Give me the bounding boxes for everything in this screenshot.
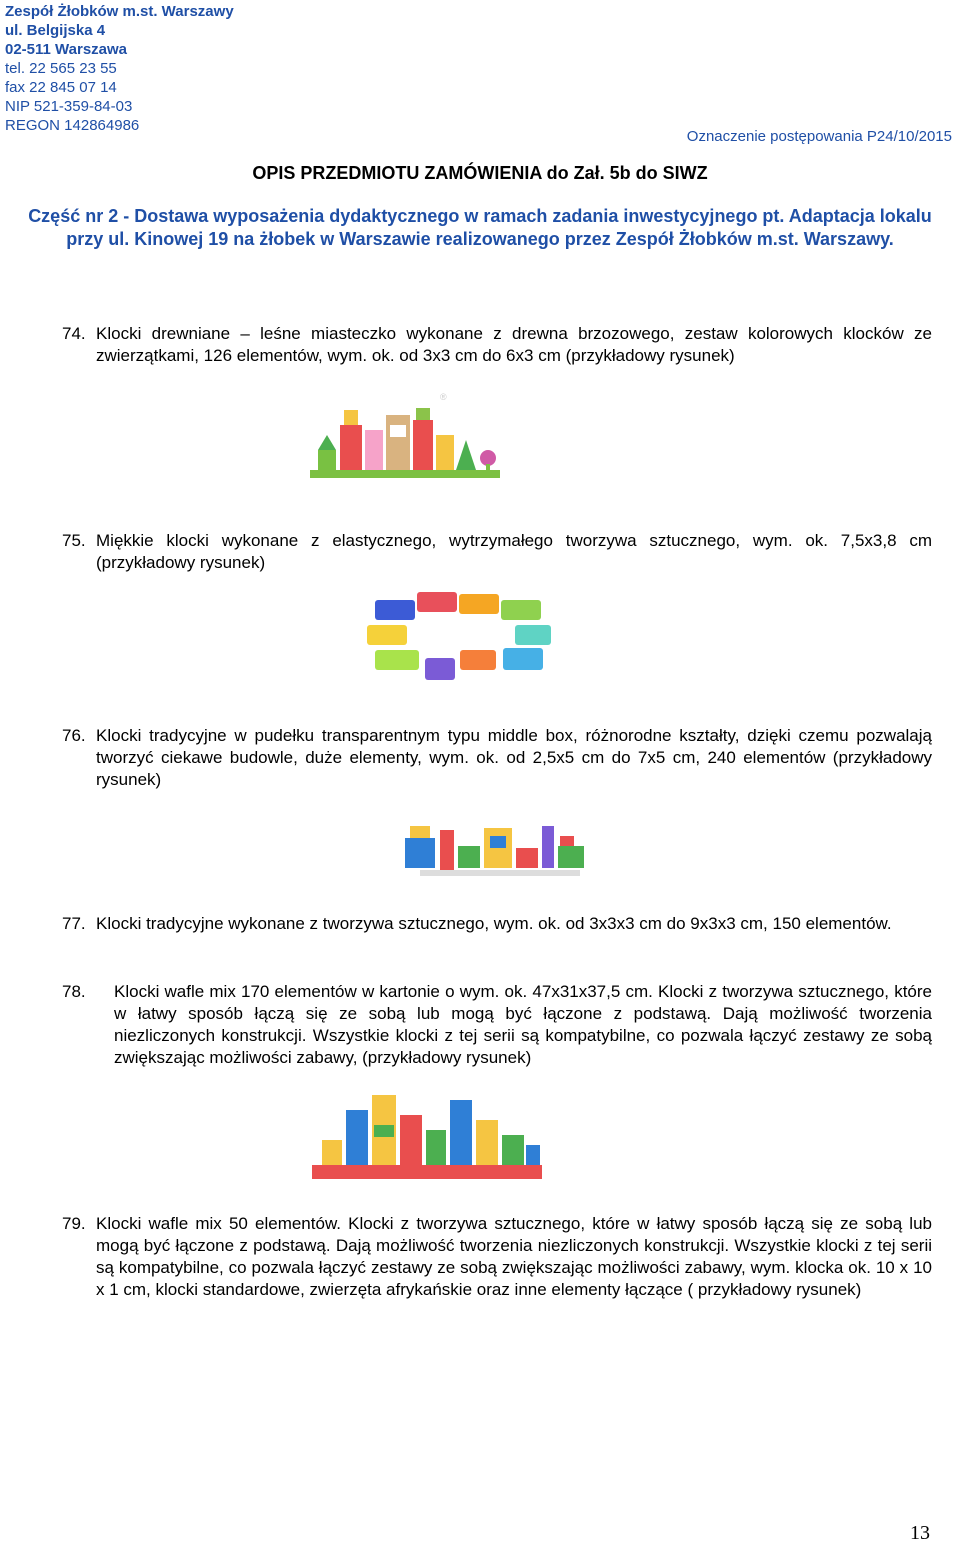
item-76 — [62, 725, 932, 791]
organization-header — [5, 2, 234, 135]
procedure-reference: Oznaczenie postępowania P24/10/2015 — [686, 128, 952, 145]
item-number: 77. — [62, 914, 86, 933]
org-street: ul. Belgijska 4 — [5, 22, 106, 39]
item-text: Klocki tradycyjne wykonane z tworzywa sztucznego, wym. ok. od 3x3x3 cm do 9x3x3 cm, 150 elementów. — [96, 914, 892, 933]
wooden-town-blocks-image — [310, 380, 500, 492]
soft-blocks-image — [365, 580, 555, 690]
item-77 — [62, 913, 932, 935]
document-subtitle: Część nr 2 - Dostawa wyposażenia dydaktycznego w ramach zadania inwestycyjnego pt. Adaptacja lokalu przy ul. Kinowej 19 na żłobek w Warszawie realizowanego przez Zespół Żłobków m.st. Warszawy. — [28, 206, 932, 249]
org-regon: REGON 142864986 — [5, 117, 140, 134]
org-name: Zespół Żłobków m.st. Warszawy — [5, 3, 234, 20]
item-text: Klocki wafle mix 170 elementów w kartonie o wym. ok. 47x31x37,5 cm. Klocki z tworzywa sztucznego, które w łatwy sposób łączą się ze sobą lub mogą być łączone z podstawą. Dają możliwość tworzenia niezliczonych konstrukcji. Wszystkie klocki z tej serii są kompatybilne, co pozwala łączyć zestawy ze sobą zwiększając możliwości zabawy, (przykładowy rysunek) — [114, 982, 932, 1067]
item-text: Klocki tradycyjne w pudełku transparentnym typu middle box, różnorodne kształty, dzięki czemu pozwalają tworzyć ciekawe budowle, duże elementy, wym. ok. od 2,5x5 cm do 7x5 cm, 240 elementów (przykładowy rysunek) — [96, 726, 932, 789]
svg-text:®: ® — [440, 392, 447, 402]
item-74 — [62, 323, 932, 367]
org-fax: fax 22 845 07 14 — [5, 79, 117, 96]
document-title: OPIS PRZEDMIOTU ZAMÓWIENIA do Zał. 5b do SIWZ — [252, 163, 708, 183]
org-nip: NIP 521-359-84-03 — [5, 98, 133, 115]
page-number: 13 — [910, 1522, 930, 1544]
org-tel: tel. 22 565 23 55 — [5, 60, 117, 77]
item-number: 75. — [62, 531, 86, 550]
traditional-blocks-image — [400, 818, 590, 888]
item-75 — [62, 530, 932, 574]
item-number: 79. — [62, 1214, 86, 1233]
item-number: 74. — [62, 324, 86, 343]
item-79 — [62, 1213, 932, 1301]
item-number: 76. — [62, 726, 86, 745]
org-postal: 02-511 Warszawa — [5, 41, 128, 58]
item-number: 78. — [62, 982, 86, 1001]
item-78 — [62, 981, 932, 1069]
item-text: Klocki drewniane – leśne miasteczko wykonane z drewna brzozowego, zestaw kolorowych klocków ze zwierzątkami, 126 elementów, wym. ok. od 3x3 cm do 6x3 cm (przykładowy rysunek) — [96, 324, 932, 365]
item-text: Klocki wafle mix 50 elementów. Klocki z tworzywa sztucznego, które w łatwy sposób łączą się ze sobą lub mogą być łączone z podstawą. Dają możliwość tworzenia niezliczonych konstrukcji. Wszystkie klocki z tej serii są kompatybilne, co pozwala łączyć zestawy ze sobą zwiększając możliwości zabawy, wym. klocka ok. 10 x 10 x 1 cm, klocki standardowe, zwierzęta afrykańskie oraz inne elementy łączące ( przykładowy rysunek) — [96, 1214, 932, 1299]
item-text: Miękkie klocki wykonane z elastycznego, wytrzymałego tworzywa sztucznego, wym. ok. 7,5x3,8 cm (przykładowy rysunek) — [96, 531, 932, 572]
waffle-blocks-image — [312, 1085, 542, 1185]
